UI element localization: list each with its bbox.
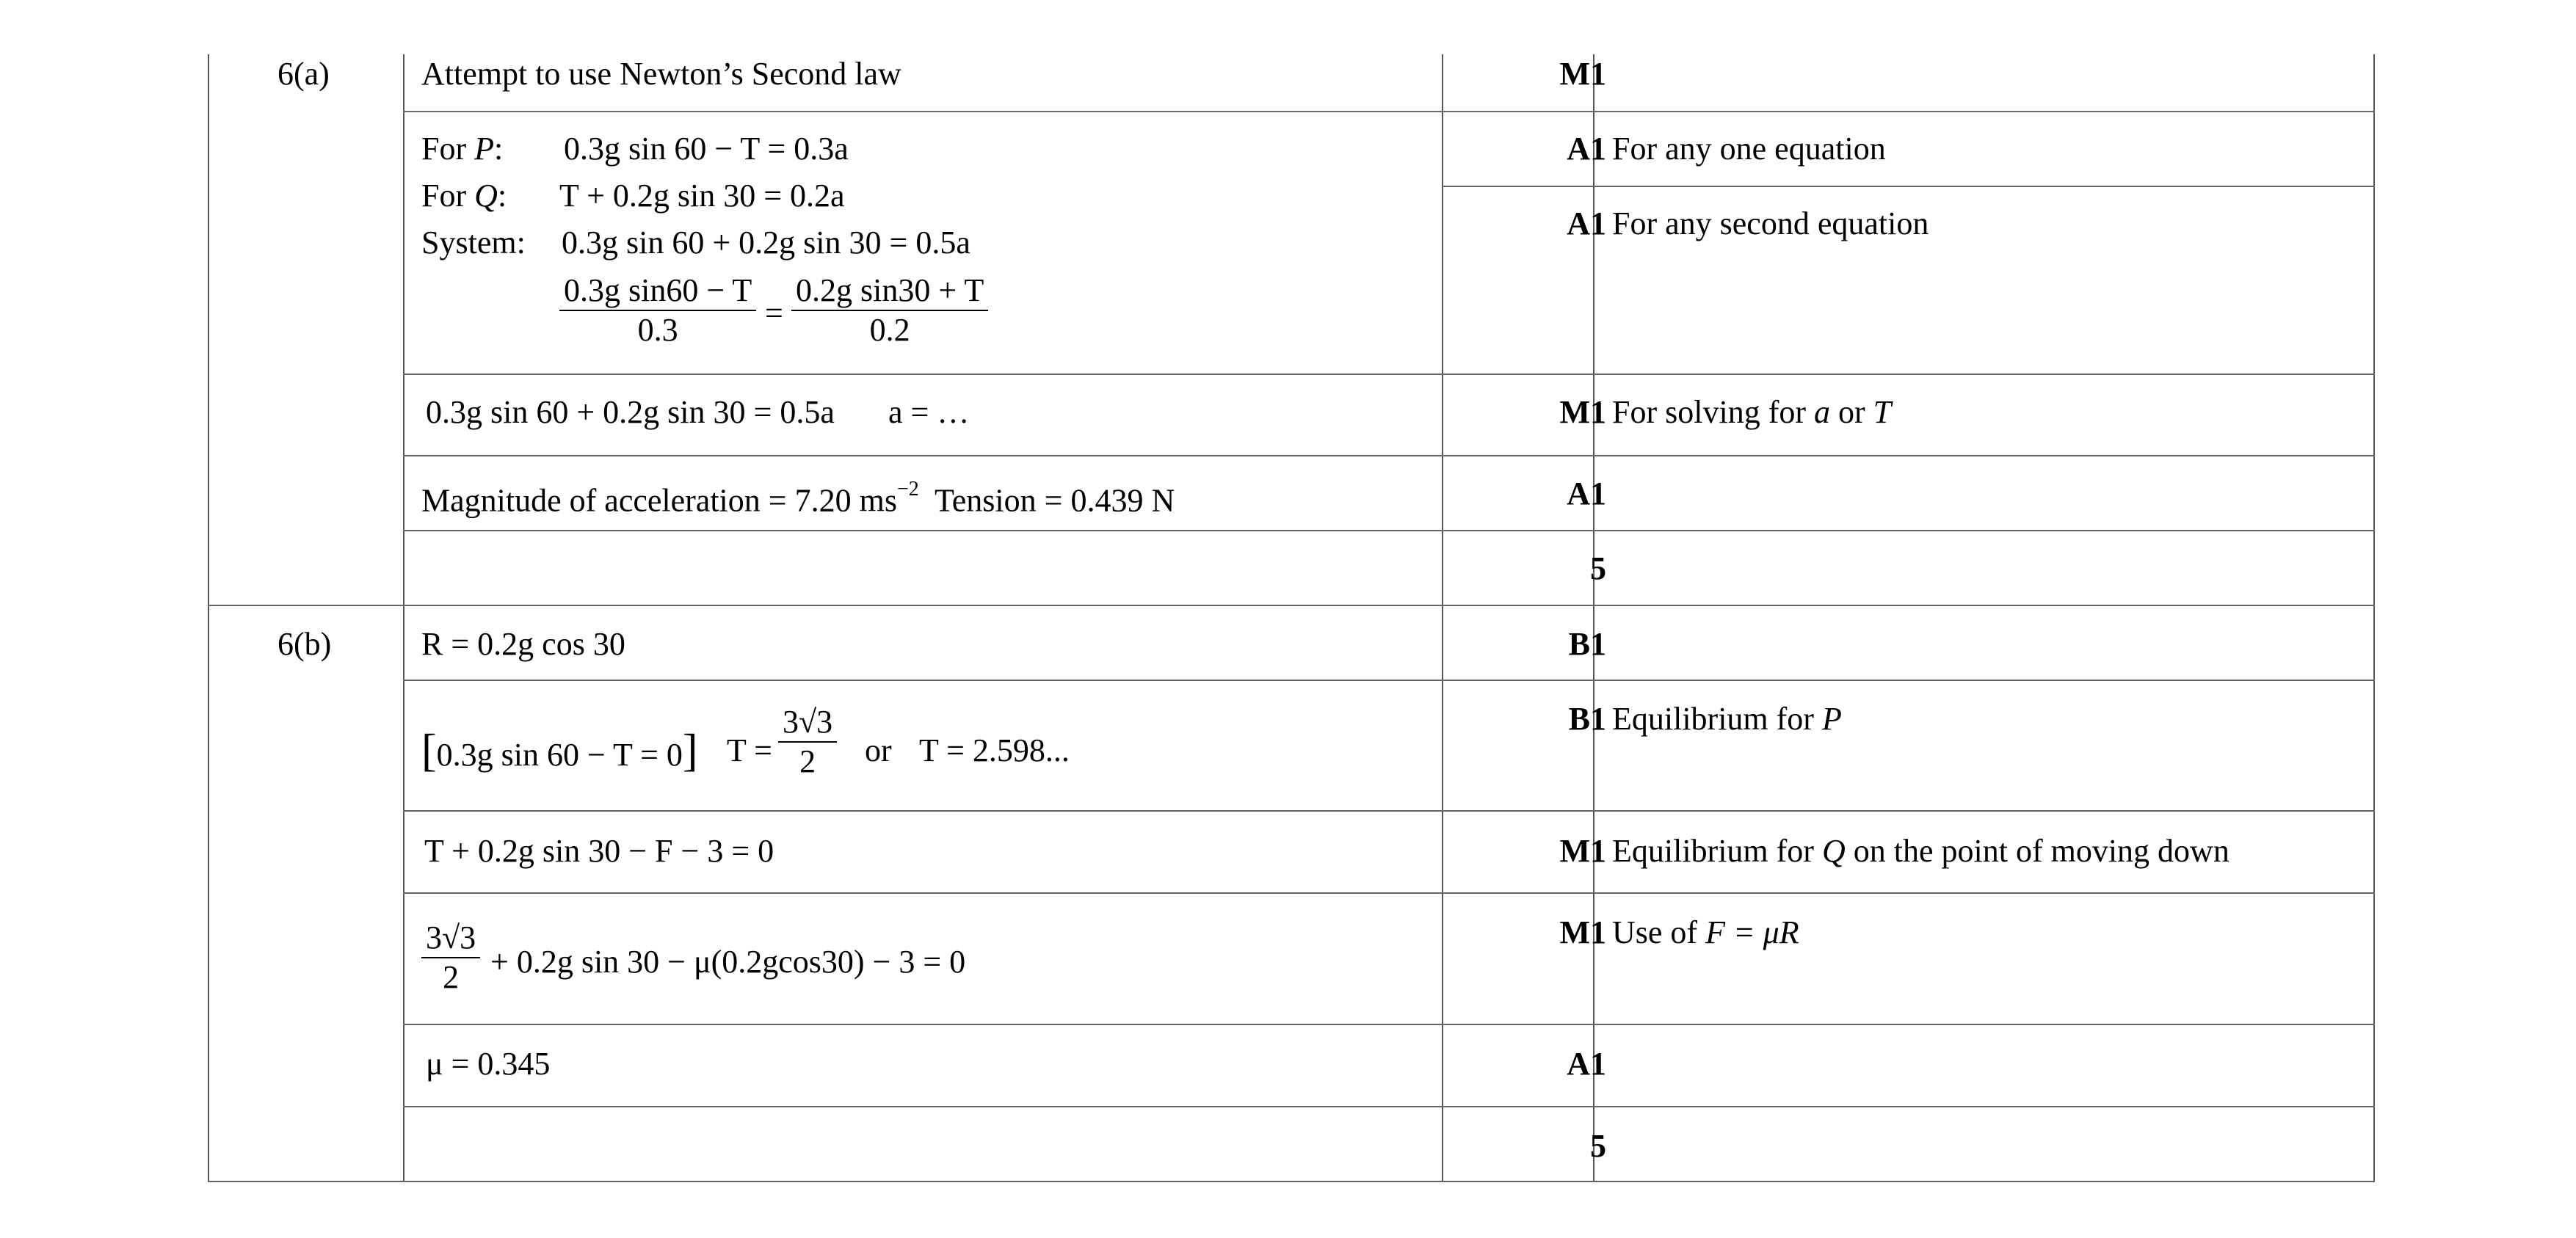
row-6b-2-bracket-equation bbox=[421, 726, 698, 776]
row-6a-2-mark1: A1 bbox=[1567, 131, 1606, 167]
row-6b-1-mark: B1 bbox=[1568, 626, 1606, 662]
friction-fraction-denominator: 2 bbox=[443, 959, 460, 995]
row-6b-2-or: or bbox=[865, 732, 892, 768]
forQ-equation: T + 0.2g sin 30 = 0.2a bbox=[559, 178, 845, 214]
note-var-a: a bbox=[1814, 394, 1830, 430]
row-6a-4-mark: A1 bbox=[1567, 476, 1606, 511]
row-6b-4-mark: M1 bbox=[1559, 914, 1606, 950]
part-label-6a: 6(a) bbox=[277, 56, 330, 92]
row-6b-4-equation: + 0.2g sin 30 − μ(0.2gcos30) − 3 = 0 bbox=[490, 944, 966, 980]
tension-fraction-numerator: 3√3 bbox=[778, 703, 837, 743]
bracket-content: 0.3g sin 60 − T = 0 bbox=[436, 737, 683, 773]
note-post: on the point of moving down bbox=[1845, 833, 2229, 869]
left-bracket: [ bbox=[421, 726, 437, 776]
tension-fraction-denominator: 2 bbox=[799, 743, 816, 779]
row-6a-1-mark: M1 bbox=[1559, 56, 1606, 92]
row-6b-5-mark: A1 bbox=[1567, 1046, 1606, 1082]
forP-var: P bbox=[474, 131, 495, 167]
forP-colon: : bbox=[494, 131, 504, 167]
acceleration-text: Magnitude of acceleration = 7.20 ms bbox=[421, 482, 897, 519]
row-6a-3-equation: 0.3g sin 60 + 0.2g sin 30 = 0.5a bbox=[426, 394, 835, 430]
note-pre: For solving for bbox=[1612, 394, 1814, 430]
note-equation: F = μR bbox=[1705, 914, 1799, 950]
row-6a-3-mark: M1 bbox=[1559, 394, 1606, 430]
friction-fraction-numerator: 3√3 bbox=[421, 919, 480, 958]
row-6b-5-equation: μ = 0.345 bbox=[426, 1046, 551, 1082]
fraction-Q bbox=[791, 272, 988, 349]
fraction-Q-denominator: 0.2 bbox=[869, 312, 910, 348]
row-6a-2-note1: For any one equation bbox=[1612, 131, 1886, 167]
note-pre: Equilibrium for bbox=[1612, 701, 1822, 737]
row-6b-2-alt: T = 2.598... bbox=[919, 732, 1070, 768]
forQ-var: Q bbox=[474, 178, 498, 214]
note-pre: Equilibrium for bbox=[1612, 833, 1822, 869]
fraction-P-numerator: 0.3g sin60 − T bbox=[559, 272, 756, 311]
note-var-p: P bbox=[1821, 701, 1842, 737]
tension-fraction bbox=[778, 703, 837, 781]
note-var-q: Q bbox=[1821, 833, 1846, 869]
row-6b-total: 5 bbox=[1590, 1128, 1606, 1164]
row-6b-3-mark: M1 bbox=[1559, 833, 1606, 869]
forQ-colon: : bbox=[497, 178, 507, 214]
note-var-t: T bbox=[1873, 394, 1892, 430]
row-6b-3-note bbox=[1612, 831, 2229, 871]
acceleration-unit-exponent: −2 bbox=[896, 478, 919, 500]
row-6b-2-note bbox=[1612, 699, 1842, 739]
friction-fraction bbox=[421, 919, 480, 997]
row-6a-3-note bbox=[1612, 393, 1891, 432]
row-6a-total: 5 bbox=[1590, 550, 1606, 586]
row-6a-2-note2: For any second equation bbox=[1612, 205, 1929, 241]
row-6a-4-text bbox=[421, 474, 1175, 521]
forP-line bbox=[421, 129, 503, 169]
row-6b-2-t-equals: T = bbox=[727, 732, 772, 768]
row-6b-2-mark: B1 bbox=[1568, 701, 1606, 737]
tension-text: Tension = 0.439 N bbox=[918, 482, 1175, 519]
fraction-P-denominator: 0.3 bbox=[637, 312, 678, 348]
forP-label: For bbox=[421, 131, 475, 167]
fraction-Q-numerator: 0.2g sin30 + T bbox=[791, 272, 988, 311]
forQ-label: For bbox=[421, 178, 475, 214]
note-mid: or bbox=[1830, 394, 1873, 430]
row-6a-1-text: Attempt to use Newton’s Second law bbox=[421, 56, 901, 92]
system-label: System: bbox=[421, 225, 526, 261]
forQ-line bbox=[421, 176, 507, 216]
row-6b-3-equation: T + 0.2g sin 30 − F − 3 = 0 bbox=[424, 833, 774, 869]
note-pre: Use of bbox=[1612, 914, 1706, 950]
right-bracket: ] bbox=[682, 726, 698, 776]
row-6a-2-mark2: A1 bbox=[1567, 205, 1606, 241]
forP-equation: 0.3g sin 60 − T = 0.3a bbox=[564, 131, 849, 167]
row-6a-3-equation-a: a = … bbox=[888, 394, 970, 430]
fraction-P bbox=[559, 272, 756, 349]
part-label-6b: 6(b) bbox=[277, 626, 332, 662]
row-6b-1-equation: R = 0.2g cos 30 bbox=[421, 626, 625, 662]
system-equation: 0.3g sin 60 + 0.2g sin 30 = 0.5a bbox=[562, 225, 970, 261]
row-6b-4-note bbox=[1612, 913, 1799, 953]
fraction-equals: = bbox=[765, 295, 783, 331]
